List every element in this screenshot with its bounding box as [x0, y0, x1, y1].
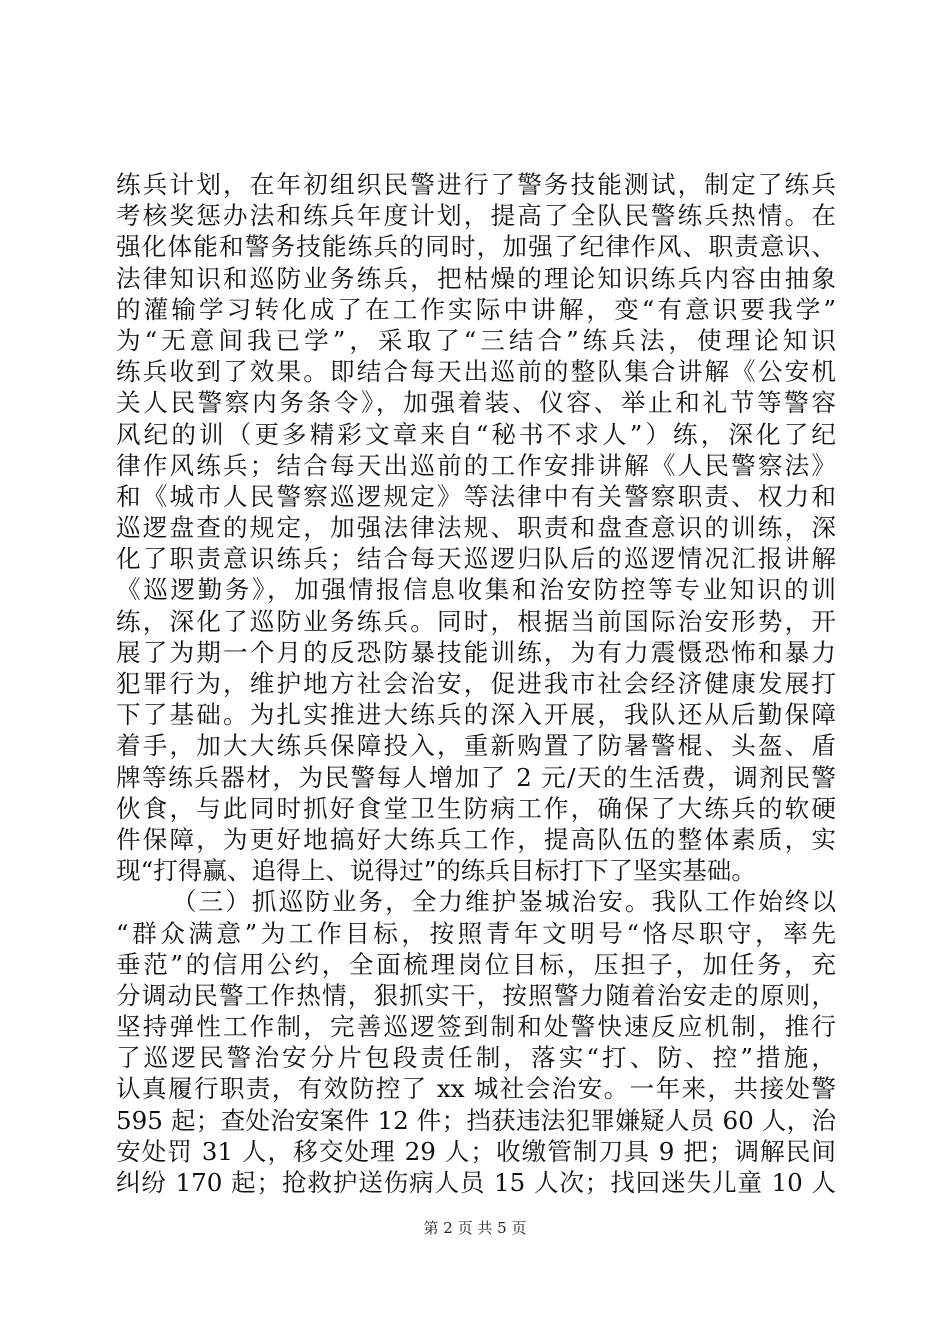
text-line: 风纪的训（更多精彩文章来自“秘书不求人”）练，深化了纪: [116, 419, 836, 449]
text-line: 认真履行职责，有效防控了 xx 城社会治安。一年来，共接处警: [116, 1074, 836, 1104]
body-text: [116, 169, 836, 1198]
paragraph-end-line: 现“打得赢、追得上、说得过”的练兵目标打下了坚实基础。: [116, 856, 756, 886]
text-line: 分调动民警工作热情，狠抓实干，按照警力随着治安走的原则，: [116, 980, 836, 1010]
page-number-footer: 第 2 页 共 5 页: [423, 1219, 527, 1237]
text-line: 考核奖惩办法和练兵年度计划，提高了全队民警练兵热情。在: [116, 201, 836, 231]
text-line: 关人民警察内务条令》，加强着装、仪容、举止和礼节等警容: [116, 388, 836, 418]
text-line: 安处罚 31 人，移交处理 29 人；收缴管制刀具 9 把；调解民间: [116, 1136, 836, 1166]
text-line: 巡逻盘查的规定，加强法律法规、职责和盘查意识的训练，深: [116, 513, 836, 543]
text-line: 件保障，为更好地搞好大练兵工作，提高队伍的整体素质，实: [116, 824, 836, 854]
text-line: “群众满意”为工作目标，按照青年文明号“恪尽职守，率先: [116, 918, 836, 948]
text-line: 展了为期一个月的反恐防暴技能训练，为有力震慑恐怖和暴力: [116, 637, 836, 667]
text-line: 《巡逻勤务》，加强情报信息收集和治安防控等专业知识的训: [116, 575, 836, 605]
text-line: 练兵收到了效果。即结合每天出巡前的整队集合讲解《公安机: [116, 357, 836, 387]
text-line: 纠纷 170 起；抢救护送伤病人员 15 人次；找回迷失儿童 10 人: [116, 1168, 836, 1197]
text-line: 法律知识和巡防业务练兵，把枯燥的理论知识练兵内容由抽象: [116, 263, 836, 293]
text-line: 伙食，与此同时抓好食堂卫生防病工作，确保了大练兵的软硬: [116, 793, 836, 823]
text-line: 垂范”的信用公约，全面梳理岗位目标，压担子，加任务，充: [116, 949, 836, 979]
text-line: 律作风练兵；结合每天出巡前的工作安排讲解《人民警察法》: [116, 450, 836, 480]
text-line: 595 起；查处治安案件 12 件；挡获违法犯罪嫌疑人员 60 人，治: [116, 1105, 836, 1135]
text-line: 练兵计划，在年初组织民警进行了警务技能测试，制定了练兵: [116, 170, 836, 199]
text-line: 犯罪行为，维护地方社会治安，促进我市社会经济健康发展打: [116, 669, 836, 698]
text-line: 练，深化了巡防业务练兵。同时，根据当前国际治安形势，开: [116, 606, 836, 636]
section-heading-line: （三）抓巡防业务，全力维护崟城治安。我队工作始终以: [172, 887, 836, 917]
text-line: 和《城市人民警察巡逻规定》等法律中有关警察职责、权力和: [116, 481, 836, 511]
text-line: 化了职责意识练兵；结合每天巡逻归队后的巡逻情况汇报讲解: [116, 544, 836, 574]
text-line: 下了基础。为扎实推进大练兵的深入开展，我队还从后勤保障: [116, 700, 836, 730]
text-line: 了巡逻民警治安分片包段责任制，落实“打、防、控”措施，: [116, 1043, 836, 1073]
text-line: 的灌输学习转化成了在工作实际中讲解，变“有意识要我学”: [116, 294, 836, 324]
text-line: 坚持弹性工作制，完善巡逻签到制和处警快速反应机制，推行: [116, 1012, 836, 1042]
text-line: 着手，加大大练兵保障投入，重新购置了防暑警棍、头盔、盾: [116, 731, 836, 761]
text-line: 为“无意间我已学”，采取了“三结合”练兵法，使理论知识: [116, 325, 836, 355]
text-line: 牌等练兵器材，为民警每人增加了 2 元/天的生活费，调剂民警: [116, 762, 836, 792]
text-line: 强化体能和警务技能练兵的同时，加强了纪律作风、职责意识、: [116, 232, 836, 262]
